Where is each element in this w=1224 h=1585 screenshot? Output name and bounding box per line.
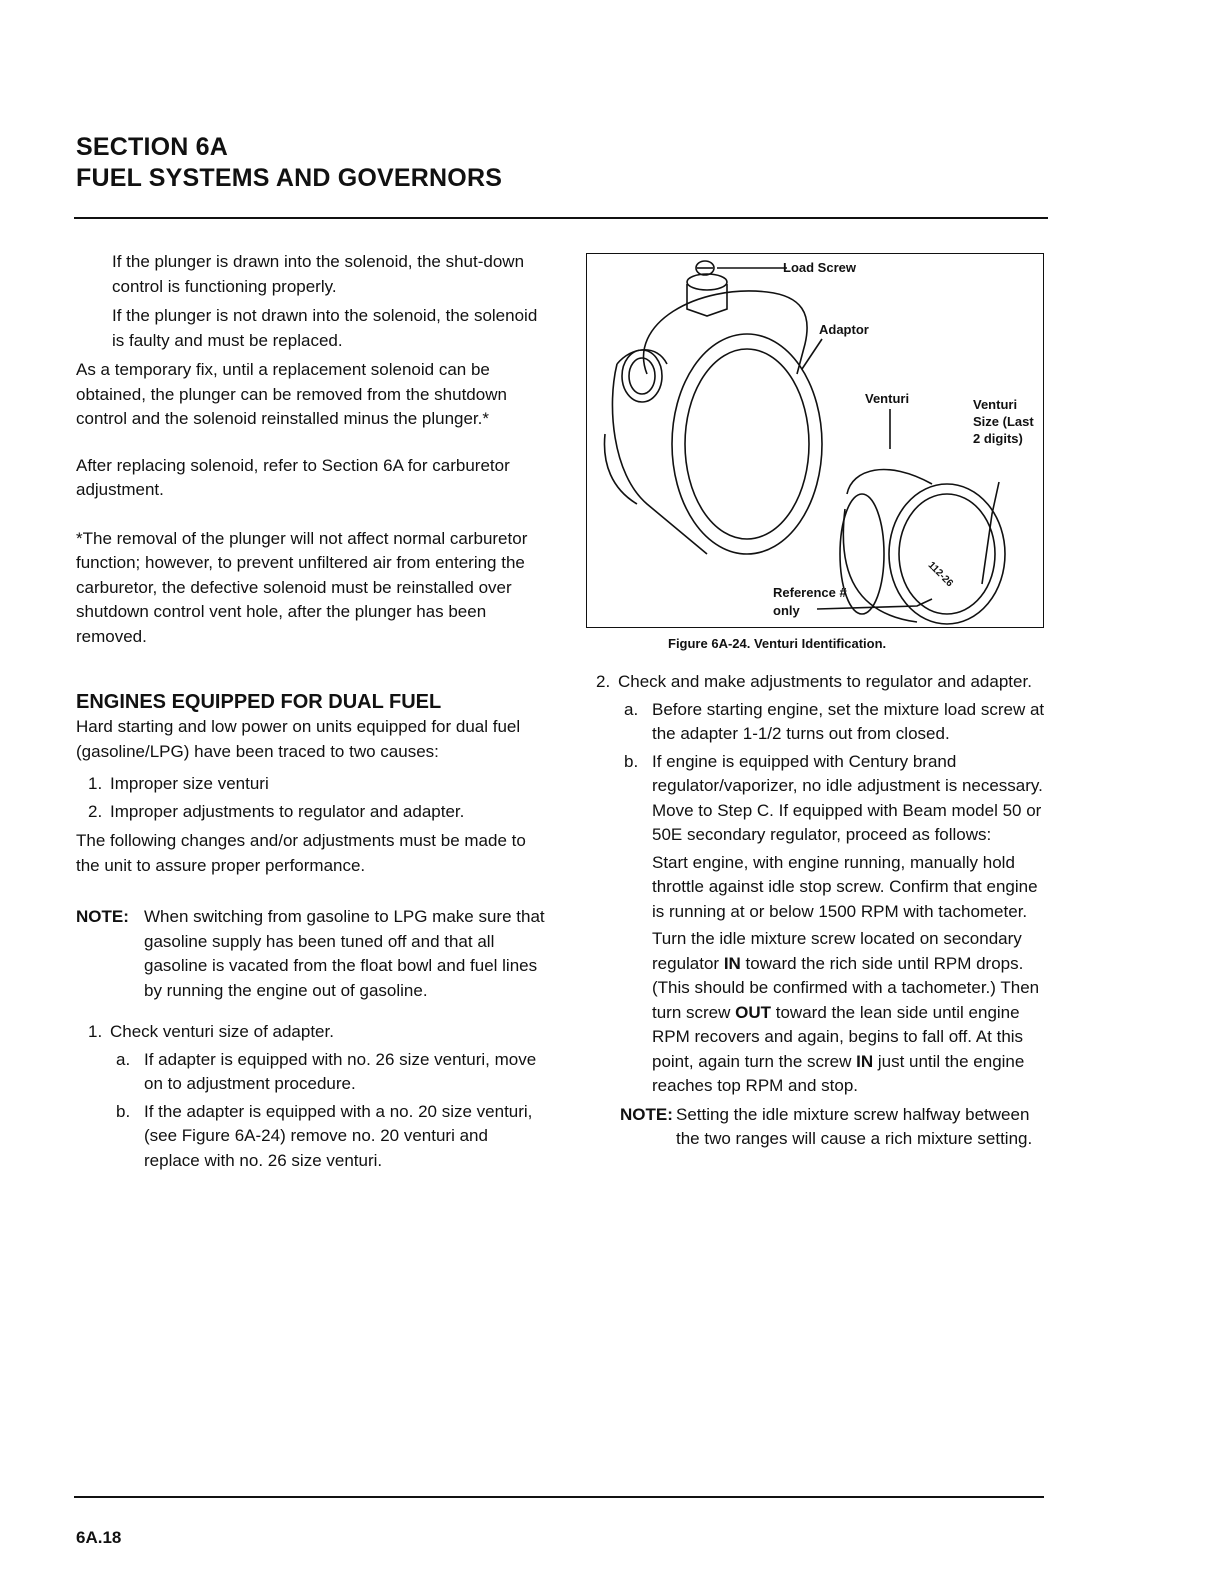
subsection-heading: ENGINES EQUIPPED FOR DUAL FUEL	[76, 691, 442, 713]
label-venturi-size: Venturi Size (Last 2 digits)	[973, 397, 1034, 446]
paragraph: If the plunger is drawn into the solenoid, the shut-down control is functioning properly.	[112, 252, 525, 296]
right-column	[596, 667, 1051, 1152]
paragraph: After replacing solenoid, refer to Section 6A for carburetor adjustment.	[76, 455, 510, 499]
label-reference: Reference #	[773, 585, 847, 600]
label-venturi: Venturi	[865, 391, 910, 406]
list-item: a. If adapter is equipped with no. 26 size venturi, move on to adjustment procedure.	[116, 1049, 537, 1093]
list-item: 2. Improper adjustments to regulator and adapter.	[88, 801, 465, 821]
paragraph: Turn the idle mixture screw located on secondary regulator IN toward the rich side until RPM drops. (This should be confirmed with a tachometer.) Then turn screw OUT toward the lean side until engine RPM recovers and again, begins to fall off. At this point, again turn the screw IN just until the engine reaches top RPM and stop.	[652, 929, 1040, 1095]
page-number: 6A.18	[76, 1528, 122, 1547]
label-adaptor: Adaptor	[819, 322, 869, 337]
label-load-screw: Load Screw	[783, 260, 856, 275]
note-block	[596, 1103, 1051, 1152]
paragraph: Start engine, with engine running, manually hold throttle against idle stop screw. Confirm that engine is running at or below 1500 RPM with tachometer.	[652, 852, 1038, 921]
section-title: FUEL SYSTEMS AND GOVERNORS	[76, 164, 503, 192]
note-label: NOTE:	[76, 907, 129, 926]
note-text: Setting the idle mixture screw halfway between the two ranges will cause a rich mixture setting.	[676, 1104, 1033, 1148]
list-item: b. If the adapter is equipped with a no. 20 size venturi, (see Figure 6A-24) remove no. 20 venturi and replace with no. 26 size venturi.	[116, 1101, 533, 1170]
label-engraving: 112-26	[925, 559, 956, 590]
list-item: b. If engine is equipped with Century brand regulator/vaporizer, no idle adjustment is necessary. Move to Step C. If equipped with Beam model 50 or 50E secondary regulator, proceed as follows: Start engine, with engine running, manually hold throttle against idle stop screw. Confirm that engine is running at or below 1500 RPM with tachometer. Turn the idle mixture screw located on secondary regulator IN toward the rich side until RPM drops. (This should be confirmed with a tachometer.) Then turn screw OUT toward the lean side until engine RPM recovers and again, begins to fall off. At this point, again turn the screw IN just until the engine reaches top RPM and stop.	[596, 750, 1051, 1099]
paragraph: If the plunger is not drawn into the solenoid, the solenoid is faulty and must be replaced.	[112, 306, 538, 350]
paragraph: The following changes and/or adjustments must be made to the unit to assure proper performance.	[76, 831, 526, 875]
figure-caption: Figure 6A-24. Venturi Identification.	[668, 636, 887, 651]
note-text: When switching from gasoline to LPG make sure that gasoline supply has been tuned off and that all gasoline is vacated from the float bowl and fuel lines by running the engine out of gasoline.	[144, 907, 545, 1000]
note-label: NOTE:	[620, 1104, 673, 1124]
note-block	[76, 905, 546, 1003]
footer-divider	[74, 1496, 1044, 1498]
paragraph: Hard starting and low power on units equipped for dual fuel (gasoline/LPG) have been traced to two causes:	[76, 717, 521, 761]
header-divider	[74, 217, 1048, 219]
figure-venturi	[586, 253, 1044, 628]
section-number: SECTION 6A	[76, 133, 229, 161]
page-header	[76, 132, 502, 194]
label-only: only	[773, 603, 800, 618]
list-item: 2. Check and make adjustments to regulator and adapter.	[596, 672, 1032, 691]
paragraph: As a temporary fix, until a replacement solenoid can be obtained, the plunger can be removed from the shutdown control and the solenoid reinstalled minus the plunger.*	[76, 360, 507, 428]
left-column	[76, 250, 546, 1173]
footnote: *The removal of the plunger will not affect normal carburetor function; however, to prevent unfiltered air from entering the carburetor, the defective solenoid must be reinstalled over shutdown control vent hole, after the plunger has been removed.	[76, 528, 528, 646]
list-item: 1. Check venturi size of adapter.	[88, 1022, 334, 1041]
list-item: a. Before starting engine, set the mixture load screw at the adapter 1-1/2 turns out from closed.	[624, 699, 1045, 743]
list-item: 1. Improper size venturi	[88, 774, 269, 793]
